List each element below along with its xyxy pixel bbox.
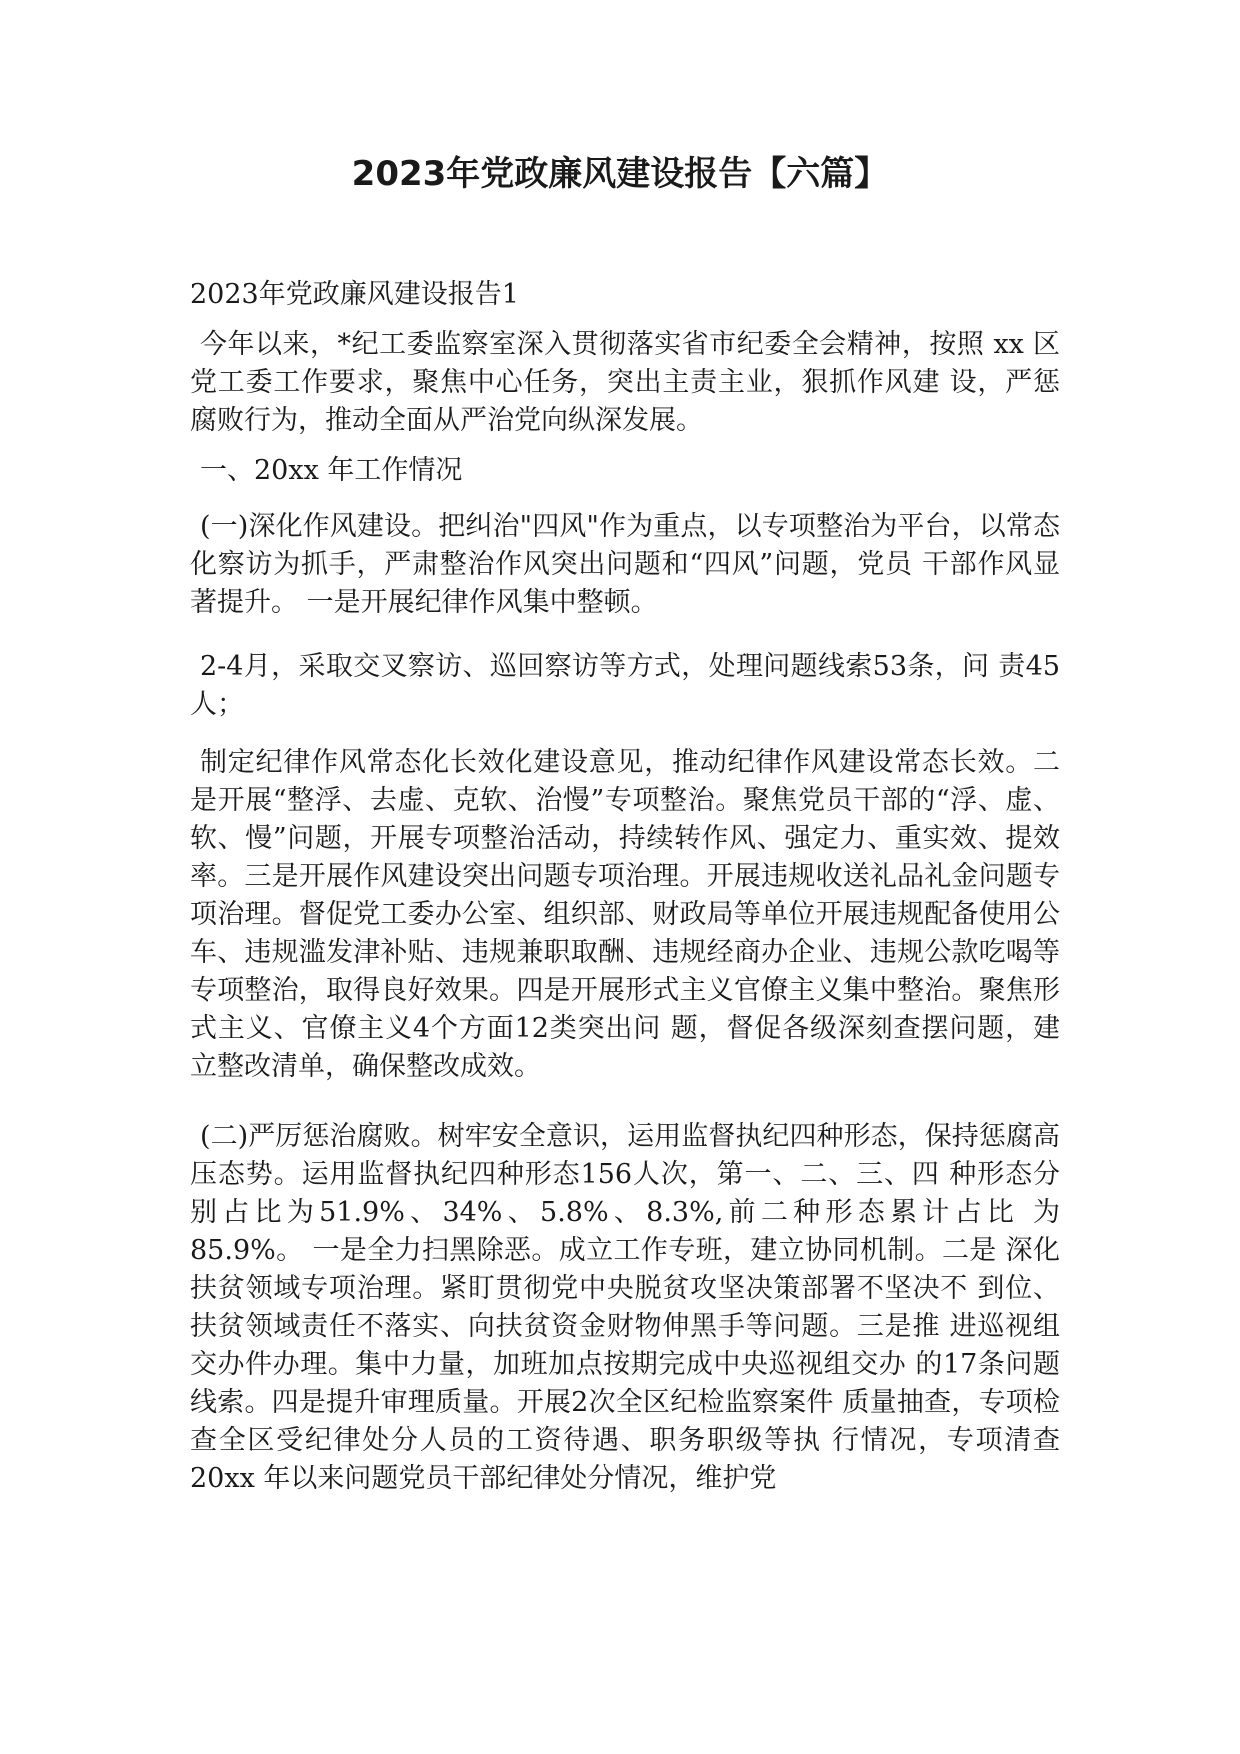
paragraph-anti-corruption: (二)严厉惩治腐败。树牢安全意识，运用监督执纪四种形态，保持惩腐高压态势。运用监督执纪四种形态156人次，第一、二、三、四 种形态分别占比为51.9%、34%、5.8%、8.3%,前二种形态累计占比 为85.9%。 一是全力扫黑除恶。成立工作专班，建立协同机制。二是 深化扶贫领域专项治理。紧盯贯彻党中央脱贫攻坚决策部署不坚决不 到位、扶贫领域责任不落实、向扶贫资金财物伸黑手等问题。三是推 进巡视组交办件办理。集中力量，加班加点按期完成中央巡视组交办 的17条问题线索。四是提升审理质量。开展2次全区纪检监察案件 质量抽查，专项检查全区受纪律处分人员的工资待遇、职务职级等执 行情况，专项清查20xx 年以来问题党员干部纪律处分情况，维护党: [190, 1121, 1060, 1494]
paragraph-inspection: 2-4月，采取交叉察访、巡回察访等方式，处理问题线索53条，问 责45人；: [190, 651, 1060, 720]
section-heading: 2023年党政廉风建设报告1: [190, 279, 519, 310]
paragraph-intro: 今年以来，*纪工委监察室深入贯彻落实省市纪委全会精神，按照 xx 区党工委工作要求，聚焦中心任务，突出主责主业，狠抓作风建 设，严惩腐败行为，推动全面从严治党向纵深发展。: [190, 329, 1060, 436]
paragraph-rectification: 制定纪律作风常态化长效化建设意见，推动纪律作风建设常态长效。二是开展“整浮、去虚、克软、治慢”专项整治。聚焦党员干部的“浮、虚、软、慢”问题，开展专项整治活动，持续转作风、强定力、重实效、提效率。三是开展作风建设突出问题专项治理。开展违规收送礼品礼金问题专项治理。督促党工委办公室、组织部、财政局等单位开展违规配备使用公车、违规滥发津补贴、违规兼职取酬、违规经商办企业、违规公款吃喝等专项整治，取得良好效果。四是开展形式主义官僚主义集中整治。聚焦形式主义、官僚主义4个方面12类突出问 题，督促各级深刻查摆问题，建立整改清单，确保整改成效。: [190, 747, 1060, 1082]
document-title: 2023年党政廉风建设报告【六篇】: [351, 154, 889, 194]
paragraph-subheading: 一、20xx 年工作情况: [200, 455, 463, 486]
paragraph-style-building: (一)深化作风建设。把纠治"四风"作为重点，以专项整治为平台，以常态化察访为抓手，严肃整治作风突出问题和“四风”问题，党员 干部作风显著提升。 一是开展纪律作风集中整顿。: [190, 511, 1060, 618]
